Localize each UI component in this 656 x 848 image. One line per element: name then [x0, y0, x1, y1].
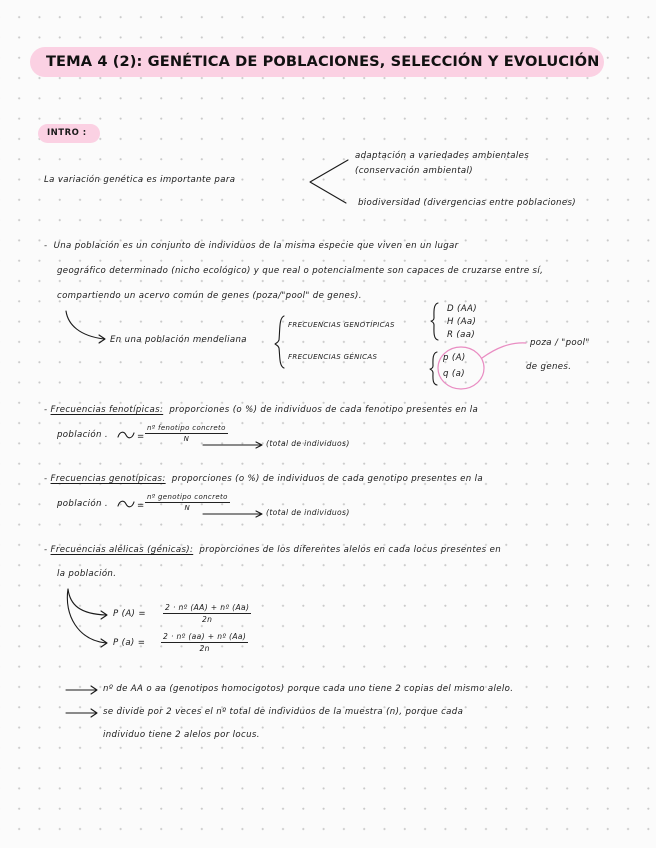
fenotipicas-note: (total de individuos) [266, 439, 350, 448]
pA-denominator: 2n [201, 615, 213, 624]
alelicas-note-1: nº de AA o aa (genotipos homocigotos) porque cada uno tiene 2 copias del mismo alelo. [103, 684, 514, 694]
allele-q: q (a) [443, 369, 465, 379]
alelicas-line-2: la población. [57, 569, 117, 579]
pA-label: P (A) = [113, 609, 146, 619]
genotipicas-line-1: - Frecuencias genotípicas: proporciones (o %) de individuos de cada genotipo presentes en la [44, 474, 483, 484]
poblacion-line-3: compartiendo un acervo común de genes (poza/"pool" de genes). [57, 291, 362, 301]
genotipicas-poblacion: población . [57, 499, 108, 509]
main-brace [275, 316, 284, 368]
fenotipicas-term: Frecuencias fenotípicas: [50, 405, 164, 415]
frecuencias-genotipicas-label: FRECUENCIAS GENOTÍPICAS [288, 321, 395, 329]
intro-branch-1-line-2: (conservación ambiental) [355, 166, 473, 176]
poblacion-line-2: geográfico determinado (nicho ecológico) y que real o potencialmente son capaces de cruzarse entre sí, [57, 266, 544, 276]
genotype-d: D (AA) [447, 304, 477, 314]
fenotipicas-denominator: N [183, 435, 190, 443]
fenotipicas-line-1: - Frecuencias fenotípicas: proporciones (o %) de individuos de cada fenotipo presentes en la [44, 405, 479, 415]
mendeliana-arrow [66, 311, 104, 339]
genotype-r: R (aa) [447, 330, 476, 340]
allele-brace [430, 352, 437, 385]
alelicas-line-1: - Frecuencias alélicas (génicas): proporciones de los diferentes alelos en cada locus presentes en [44, 545, 502, 555]
arrow-pa [67, 589, 107, 647]
alelicas-note-2-line-1: se divide por 2 veces el nº total de individuos de la muestra (n), porque cada [103, 707, 464, 717]
intro-sentence: La variación genética es importante para [44, 175, 236, 185]
fenotipicas-numerator: nº fenotipo concreto [147, 424, 226, 432]
equals-sign-2: = [137, 501, 145, 511]
mendeliana-label: En una población mendeliana [110, 335, 247, 345]
pA-fraction [163, 603, 251, 624]
alelicas-term: Frecuencias alélicas (génicas): [50, 545, 194, 555]
pa-numerator: 2 · nº (aa) + nº (Aa) [163, 632, 247, 641]
intro-branch-1-line-1: adaptación a variedades ambientales [355, 151, 530, 161]
pa-denominator: 2n [199, 644, 210, 653]
pA-numerator: 2 · nº (AA) + nº (Aa) [165, 603, 250, 612]
equals-sign-1: = [137, 432, 145, 442]
pool-label-line-1: poza / "pool" [530, 338, 590, 348]
tilde-symbol-2 [118, 501, 134, 507]
genotipicas-note: (total de individuos) [266, 508, 350, 517]
poblacion-line-1: - Una población es un conjunto de individuos de la misma especie que viven en un lugar [44, 241, 459, 251]
pa-fraction [161, 632, 248, 653]
fenotipicas-poblacion: población . [57, 430, 108, 440]
genotipicas-denominator: N [184, 504, 191, 512]
intro-fork-bracket [310, 160, 348, 203]
page-title: TEMA 4 (2): GENÉTICA DE POBLACIONES, SELECCIÓN Y EVOLUCIÓN [46, 53, 600, 70]
genotype-h: H (Aa) [447, 317, 477, 327]
arrow-pA [68, 589, 107, 619]
allele-p: p (A) [443, 353, 466, 363]
genotipicas-numerator: nº genotipo concreto [147, 493, 228, 501]
pa-label: P (a) = [113, 638, 146, 648]
note-1-arrow [66, 686, 97, 694]
intro-branch-2: biodiversidad (divergencias entre poblaciones) [358, 198, 577, 208]
pool-label-line-2: de genes. [526, 362, 572, 372]
genotipicas-fraction [145, 493, 230, 512]
fenotipicas-fraction [145, 424, 228, 443]
note-2-arrow [66, 709, 97, 717]
genotype-brace [431, 303, 438, 340]
intro-label: INTRO : [47, 128, 87, 138]
alelicas-note-2-line-2: individuo tiene 2 alelos por locus. [103, 730, 260, 740]
pool-connector [482, 343, 526, 358]
genotipicas-term: Frecuencias genotípicas: [50, 474, 166, 484]
frecuencias-genicas-label: FRECUENCIAS GÉNICAS [288, 353, 378, 361]
tilde-symbol-1 [118, 432, 134, 438]
